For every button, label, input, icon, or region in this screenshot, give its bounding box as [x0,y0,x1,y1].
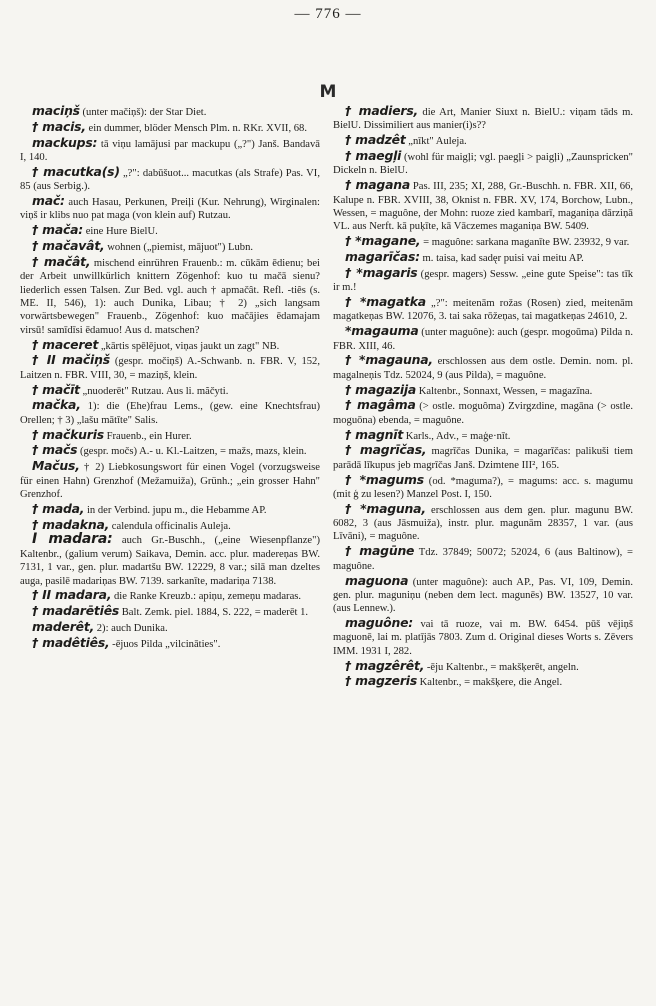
dictionary-entry [333,250,633,265]
dictionary-entry [333,177,636,233]
dictionary-entry [333,543,636,573]
entry-headword: *magauma [345,323,419,339]
entry-body: „nuoderēt" Rutzau. Aus li. mãčyti. [79,385,229,397]
entry-headword: † *magaris [345,264,418,280]
entry-body: mischend einrühren Frauenb.: m. cūkām ēdienu; bei der Arbeit unwillkürlich knittern Zögenhof: kuo tu mačā sienu? liederlich essen Talsen. Zur Bed. vgl. auch † apmačât. Refl. -tiês (s. ME. II, 546), 1): auch Dunika, Libau; † 2) „sich langsam vorwärtsbewegen" Frauenb., Zögenhof: kuo mačājies ēdamajam virsū! samīdīsi ēdamuo! Aus d. matschen? [20,257,323,336]
entry-headword: maguône: [345,615,414,631]
entry-body: (gespr. močiņš) A.-Schwanb. n. FBR. V, 152, Laitzen n. FBR. VIII, 30, = maziņš, klein. [20,356,323,381]
entry-body: (od. *maguma?), = magums: acc. s. magumu (mit ģ zu lesen?) Manzel Post. I, 150. [333,475,636,500]
dictionary-entry [20,531,323,587]
entry-headword: † *maguna, [345,500,426,516]
dictionary-entry [20,338,320,353]
entry-headword: † madzêt [345,132,406,148]
entry-body: in der Verbind. jupu m., die Hebamme AP. [84,504,267,516]
entry-headword: mač: [32,193,65,209]
entry-headword: † mada, [32,500,85,516]
dictionary-entry [333,500,636,544]
entry-body: „?": meitenām rožas (Rosen) zied, meitenām magatkeņas BW. 12076, 3. tai saka rōžeņas, tai magatkeņas 24610, 2. [333,297,636,323]
entry-headword: † mača: [32,222,84,238]
entry-body: Pas. III, 235; XI, 288, Gr.-Buschh. n. FBR. XII, 66, Kalupe n. FBR. XVIII, 38, Oknist n. FBR. XV, 174, Borchow, Lubn., Wessen, = maguône, der Mohn: ruoze zied kambarī, maganiņa dārziņā VL. aus Nerft. kā puķīte, kā Vāczemes maganiņa BW. 5409. [333,181,636,233]
entry-body: = maguône: sarkana maganīte BW. 23932, 9 var. [420,237,630,249]
entry-body: (unter maguône): auch AP., Pas. VI, 109, Demin. gen. plur. maguniņu (neben dem lect. magunēs) BW. 13527, 10 var. (aus Lennew.). [333,576,636,615]
entry-body: 1): die (Ehe)frau Lems., (gew. eine Knechtsfrau) Orellen; † 3) „lašu mātīte" Salis. [20,401,323,426]
entry-headword: † magrīčas, [345,442,427,458]
entry-headword: † magana [345,177,411,193]
dictionary-entry [20,502,320,517]
dictionary-entry [333,397,636,427]
dictionary-entry [20,397,323,427]
entry-headword: † magzêrêt, [345,657,425,673]
entry-headword: † *magums [345,471,424,487]
entry-body: -ējuos Pilda „vilcināties". [109,638,221,650]
entry-body: tā viņu lamājusi par mackupu („?") Janš. Bandavā I, 140. [20,138,323,164]
entry-body: auch Hasau, Perkunen, Preiļi (Kur. Nehrung), Wirginalen: viņš ir klibs nuo pat maga (von klein auf) Rutzau. [20,197,323,222]
dictionary-entry [20,383,320,398]
entry-headword: † madêtiês, [32,634,110,650]
entry-body: Kaltenbr., Sonnaxt, Wessen, = magazīna. [416,385,593,397]
dictionary-entry [333,293,636,324]
entry-headword: mackups: [32,134,98,150]
entry-body: ein dummer, blöder Mensch Plm. n. RKr. XVII, 68. [85,122,307,134]
entry-headword: maderêt, [32,619,95,635]
entry-headword: mačka, [32,397,81,413]
dictionary-entry [333,323,636,353]
entry-body: erschlossen aus dem ostle. Demin. nom. pl. magalneņis Tdz. 52024, 9 (aus Pilda), = maguône. [333,356,636,381]
dictionary-entry [20,636,320,651]
entry-headword: † mačavât, [32,238,105,254]
entry-body: vai tā ruoze, vai m. BW. 6454. pūš vējiņš maguonē, lai m. platījās 7803. Zum d. Original dieses Worts s. Zēvers IMM. 1931 I, 282. [333,619,636,657]
entry-body: „?": dabūšuot... macutkas (als Strafe) Pas. VI, 85 (aus Serbig.). [20,167,323,193]
entry-body: Karls., Adv., = maģe·nīt. [403,430,511,442]
dictionary-entry [333,442,636,472]
page-number: — 776 — [294,6,362,22]
entry-body: wohnen („piemist, mājuot") Lubn. [104,242,254,254]
entry-body: (gespr. magers) Sessw. „eine gute Speise": tas tīk ir m.! [333,268,636,294]
entry-body: (unter maguône): auch (gespr. mogoūma) Pilda n. FBR. XIII, 46. [333,327,636,352]
entry-headword: † mačkuris [32,426,104,442]
entry-headword: maciņš [32,103,80,118]
entry-headword: † magnīt [345,426,404,442]
entry-body: † 2) Liebkosungswort für einen Vogel (vorzugsweise für einen Hahn) Grenzhof (Mežamuiža), Grünh.; „ein grosser Hahn" Grenzhof. [20,462,323,500]
entry-headword: † maegļi [345,148,402,164]
entry-body: auch Gr.-Buschh., („eine Wiesenpflanze") Kaltenbr., (galium verum) Saikava, Demin. acc. plur. madereņas BW. 7131, 1 var., gen. plur. madartšu BW. 12229, 8 var.; silā man dzeltes auga, pasilē madariņas BW. 7139. sarkanīte, madariņa 7138. [20,535,323,587]
dictionary-entry [20,620,320,635]
dictionary-entry [333,572,636,616]
entry-headword: † mačs [32,442,78,458]
dictionary-entry [20,223,320,238]
dictionary-entry [333,659,633,674]
entry-headword: † magūne [345,543,415,559]
entry-body: 2): auch Dunika. [94,623,168,635]
entry-headword: † II mačiņš [32,352,110,368]
entry-headword: I madara: [32,531,113,548]
entry-body: die Ranke Kreuzb.: apiņu, zemeņu madaras. [111,591,302,603]
dictionary-entry [333,103,636,133]
entry-body: erschlossen aus dem gen. plur. magunu BW. 6082, 3 (aus Jāsmuiža), instr. plur. magunām 28357, 1 var. (aus Līvāni), = maguône. [333,504,636,543]
entry-body: -ēju Kaltenbr., = makšķerēt, angeln. [424,661,579,673]
dictionary-entry [20,163,323,194]
dictionary-entry [20,134,323,165]
entry-headword: † magazija [345,381,417,397]
dictionary-entry [333,234,633,249]
dictionary-entry [20,588,320,603]
dictionary-entry [333,148,636,178]
entry-body: (wohl für maigļi; vgl. paegļi > paigļi) „Zaunspricken" Dickeln n. BielU. [333,152,636,177]
entry-headword: † macutka(s) [32,163,120,179]
dictionary-entry [333,471,636,502]
entry-headword: † II madara, [32,587,112,603]
entry-headword: † *magauna, [345,352,433,368]
dictionary-entry [20,104,320,119]
dictionary-entry [20,443,320,458]
entry-body: „nīkt" Auleja. [405,136,467,148]
entry-headword: † magzeris [345,673,417,689]
dictionary-entry [20,428,320,443]
entry-body: Frauenb., ein Hurer. [103,430,192,442]
dictionary-entry [333,615,636,658]
entry-headword: † *magatka [345,293,426,309]
dictionary-entry [20,193,323,223]
dictionary-entry [333,428,633,443]
dictionary-entry [20,120,320,135]
right-column [333,103,636,690]
entry-body: eine Hure BielU. [83,226,158,238]
section-letter: M [319,82,337,102]
entry-body: (unter mačiņš): der Star Diet. [79,107,207,118]
entry-headword: † *magane, [345,233,421,249]
entry-headword: magarīčas: [345,248,420,264]
entry-body: Tdz. 37849; 50072; 52024, 6 (aus Baltinow), = maguône. [333,547,636,572]
dictionary-entry [20,458,323,501]
dictionary-entry [333,133,633,148]
dictionary-entry [333,352,636,382]
entry-headword: † magâma [345,397,416,413]
entry-body: (gespr. močs) A.- u. Kl.-Laitzen, = mažs, mazs, klein. [77,446,307,458]
dictionary-entry [333,264,636,295]
entry-body: m. taisa, kad sadęr puisi vai meitu AP. [419,252,584,264]
dictionary-entry [20,239,320,254]
entry-body: die Art, Manier Siuxt n. BielU.: viņam tāds m. BielU. Dissimiliert aus manier(i)s?? [333,107,636,132]
entry-body: „kārtis spēlējuot, viņas jaukt un zagt" NB. [98,340,280,352]
entry-body: Balt. Zemk. piel. 1884, S. 222, = maderēt 1. [119,607,309,619]
entry-body: (> ostle. moguôma) Zvirgzdine, magāna (> ostle. moguōna) ebenda, = maguône. [333,401,636,426]
entry-headword: † maceret [32,336,99,352]
dictionary-entry [333,674,633,689]
entry-body: calendula officinalis Auleja. [109,520,231,532]
dictionary-entry [20,253,323,337]
entry-headword: † mačīt [32,381,80,397]
entry-headword: † madiers, [345,103,419,118]
entry-headword: † madarētiês [32,603,120,619]
entry-headword: † macis, [32,118,86,134]
dictionary-entry [20,352,323,382]
left-column [20,103,323,652]
entry-headword: Mačus, [32,458,80,474]
entry-headword: maguona [345,572,409,588]
entry-headword: † madakna, [32,516,110,532]
entry-body: magrīčas Dunika, = magarīčas: palikuši tiem parādā līkupus jeb magrīčas Janš. Dzimtene III², 165. [333,446,636,471]
entry-headword: † mačât, [32,253,91,269]
dictionary-entry [20,604,320,619]
entry-body: Kaltenbr., = makšķere, die Angel. [417,677,563,689]
dictionary-entry [333,383,633,398]
